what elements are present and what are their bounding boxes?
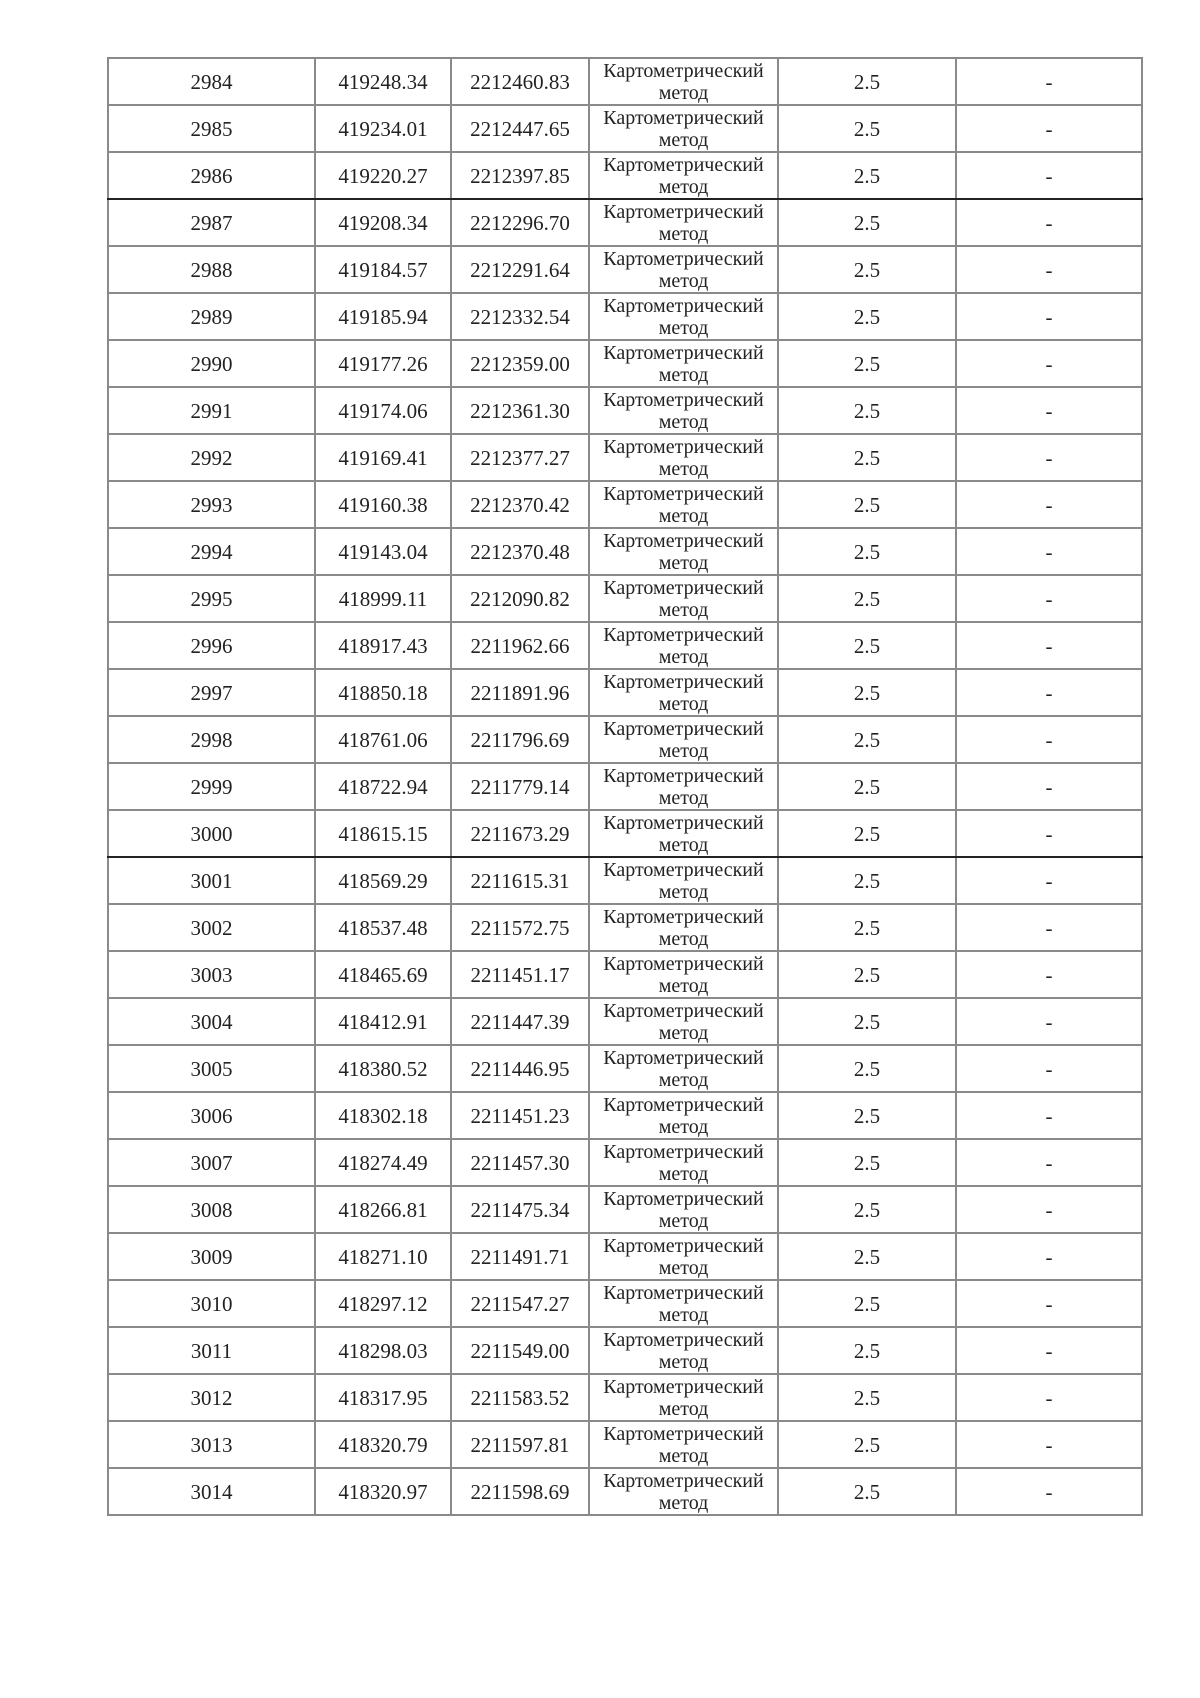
note-cell: - (956, 1327, 1142, 1374)
point-number-cell: 3013 (108, 1421, 315, 1468)
point-number-cell: 3007 (108, 1139, 315, 1186)
point-number-cell: 3002 (108, 904, 315, 951)
method-cell (589, 434, 778, 481)
method-line-1: Картометрический (603, 905, 764, 928)
method-line-2: метод (658, 175, 709, 198)
method-cell (589, 575, 778, 622)
method-line-1: Картометрический (603, 952, 764, 975)
method-line-1: Картометрический (603, 529, 764, 552)
y-coordinate-cell: 2212460.83 (451, 58, 589, 105)
note-cell: - (956, 293, 1142, 340)
accuracy-cell: 2.5 (778, 293, 956, 340)
accuracy-cell: 2.5 (778, 105, 956, 152)
method-cell (589, 998, 778, 1045)
y-coordinate-cell: 2211447.39 (451, 998, 589, 1045)
method-cell (589, 1327, 778, 1374)
x-coordinate-cell: 418302.18 (315, 1092, 451, 1139)
y-coordinate-cell: 2211779.14 (451, 763, 589, 810)
y-coordinate-cell: 2211597.81 (451, 1421, 589, 1468)
accuracy-cell: 2.5 (778, 998, 956, 1045)
method-line-1: Картометрический (603, 482, 764, 505)
point-number-cell: 2990 (108, 340, 315, 387)
x-coordinate-cell: 418569.29 (315, 857, 451, 904)
x-coordinate-cell: 419234.01 (315, 105, 451, 152)
point-number-cell: 3003 (108, 951, 315, 998)
y-coordinate-cell: 2211572.75 (451, 904, 589, 951)
point-number-cell: 2989 (108, 293, 315, 340)
accuracy-cell: 2.5 (778, 951, 956, 998)
point-number-cell: 2988 (108, 246, 315, 293)
note-cell: - (956, 1468, 1142, 1515)
point-number-cell: 2985 (108, 105, 315, 152)
method-line-1: Картометрический (603, 153, 764, 176)
accuracy-cell: 2.5 (778, 622, 956, 669)
x-coordinate-cell: 418271.10 (315, 1233, 451, 1280)
method-cell (589, 58, 778, 105)
y-coordinate-cell: 2211583.52 (451, 1374, 589, 1421)
note-cell: - (956, 1374, 1142, 1421)
method-cell (589, 763, 778, 810)
method-line-1: Картометрический (603, 59, 764, 82)
point-number-cell: 2987 (108, 199, 315, 246)
method-line-2: метод (658, 1115, 709, 1138)
method-line-1: Картометрический (603, 1281, 764, 1304)
y-coordinate-cell: 2211796.69 (451, 716, 589, 763)
method-line-2: метод (658, 1444, 709, 1467)
method-cell (589, 1092, 778, 1139)
point-number-cell: 3010 (108, 1280, 315, 1327)
x-coordinate-cell: 418615.15 (315, 810, 451, 857)
method-cell (589, 1045, 778, 1092)
method-line-2: метод (658, 1303, 709, 1326)
note-cell: - (956, 58, 1142, 105)
note-cell: - (956, 1421, 1142, 1468)
method-line-2: метод (658, 1021, 709, 1044)
table-row (108, 857, 1142, 904)
x-coordinate-cell: 418917.43 (315, 622, 451, 669)
method-line-1: Картометрический (603, 1328, 764, 1351)
table-row (108, 951, 1142, 998)
x-coordinate-cell: 418317.95 (315, 1374, 451, 1421)
method-cell (589, 1280, 778, 1327)
method-line-1: Картометрический (603, 294, 764, 317)
note-cell: - (956, 1233, 1142, 1280)
table-row (108, 199, 1142, 246)
method-line-1: Картометрический (603, 435, 764, 458)
method-line-1: Картометрический (603, 200, 764, 223)
method-line-1: Картометрический (603, 1234, 764, 1257)
x-coordinate-cell: 419160.38 (315, 481, 451, 528)
note-cell: - (956, 904, 1142, 951)
table-row (108, 1280, 1142, 1327)
note-cell: - (956, 998, 1142, 1045)
x-coordinate-cell: 419185.94 (315, 293, 451, 340)
note-cell: - (956, 199, 1142, 246)
method-line-2: метод (658, 974, 709, 997)
y-coordinate-cell: 2211491.71 (451, 1233, 589, 1280)
method-line-2: метод (658, 457, 709, 480)
method-line-1: Картометрический (603, 623, 764, 646)
y-coordinate-cell: 2212370.48 (451, 528, 589, 575)
table-row (108, 716, 1142, 763)
method-cell (589, 951, 778, 998)
note-cell: - (956, 575, 1142, 622)
y-coordinate-cell: 2212332.54 (451, 293, 589, 340)
table-row (108, 105, 1142, 152)
table-row (108, 387, 1142, 434)
table-row (108, 810, 1142, 857)
point-number-cell: 3005 (108, 1045, 315, 1092)
note-cell: - (956, 810, 1142, 857)
y-coordinate-cell: 2211451.17 (451, 951, 589, 998)
note-cell: - (956, 951, 1142, 998)
method-line-2: метод (658, 833, 709, 856)
method-line-2: метод (658, 551, 709, 574)
note-cell: - (956, 1045, 1142, 1092)
accuracy-cell: 2.5 (778, 434, 956, 481)
method-line-2: метод (658, 786, 709, 809)
table-row (108, 575, 1142, 622)
point-number-cell: 2999 (108, 763, 315, 810)
method-line-1: Картометрический (603, 1375, 764, 1398)
method-cell (589, 152, 778, 199)
accuracy-cell: 2.5 (778, 575, 956, 622)
method-line-2: метод (658, 269, 709, 292)
table-row (108, 1233, 1142, 1280)
y-coordinate-cell: 2211598.69 (451, 1468, 589, 1515)
method-cell (589, 1139, 778, 1186)
method-cell (589, 810, 778, 857)
point-number-cell: 2992 (108, 434, 315, 481)
x-coordinate-cell: 419143.04 (315, 528, 451, 575)
accuracy-cell: 2.5 (778, 152, 956, 199)
point-number-cell: 3000 (108, 810, 315, 857)
table-row (108, 1092, 1142, 1139)
method-line-2: метод (658, 363, 709, 386)
table-row (108, 340, 1142, 387)
y-coordinate-cell: 2211446.95 (451, 1045, 589, 1092)
method-line-2: метод (658, 598, 709, 621)
y-coordinate-cell: 2211547.27 (451, 1280, 589, 1327)
y-coordinate-cell: 2211891.96 (451, 669, 589, 716)
point-number-cell: 2991 (108, 387, 315, 434)
method-line-1: Картометрический (603, 1187, 764, 1210)
method-cell (589, 1233, 778, 1280)
method-line-1: Картометрический (603, 1422, 764, 1445)
y-coordinate-cell: 2211451.23 (451, 1092, 589, 1139)
y-coordinate-cell: 2212359.00 (451, 340, 589, 387)
method-line-1: Картометрический (603, 670, 764, 693)
method-cell (589, 1421, 778, 1468)
method-line-1: Картометрический (603, 1046, 764, 1069)
y-coordinate-cell: 2211475.34 (451, 1186, 589, 1233)
accuracy-cell: 2.5 (778, 481, 956, 528)
method-line-2: метод (658, 504, 709, 527)
point-number-cell: 3006 (108, 1092, 315, 1139)
x-coordinate-cell: 418274.49 (315, 1139, 451, 1186)
x-coordinate-cell: 418850.18 (315, 669, 451, 716)
point-number-cell: 2994 (108, 528, 315, 575)
x-coordinate-cell: 418412.91 (315, 998, 451, 1045)
method-line-2: метод (658, 1162, 709, 1185)
method-cell (589, 1374, 778, 1421)
y-coordinate-cell: 2211673.29 (451, 810, 589, 857)
accuracy-cell: 2.5 (778, 340, 956, 387)
y-coordinate-cell: 2211549.00 (451, 1327, 589, 1374)
method-line-2: метод (658, 81, 709, 104)
accuracy-cell: 2.5 (778, 669, 956, 716)
table-row (108, 1374, 1142, 1421)
method-cell (589, 622, 778, 669)
table-row (108, 763, 1142, 810)
method-line-1: Картометрический (603, 106, 764, 129)
x-coordinate-cell: 419208.34 (315, 199, 451, 246)
x-coordinate-cell: 419177.26 (315, 340, 451, 387)
method-cell (589, 293, 778, 340)
method-line-1: Картометрический (603, 341, 764, 364)
x-coordinate-cell: 419248.34 (315, 58, 451, 105)
method-cell (589, 387, 778, 434)
method-cell (589, 1468, 778, 1515)
note-cell: - (956, 1186, 1142, 1233)
method-cell (589, 105, 778, 152)
method-line-1: Картометрический (603, 1093, 764, 1116)
table-row (108, 998, 1142, 1045)
x-coordinate-cell: 419220.27 (315, 152, 451, 199)
x-coordinate-cell: 418297.12 (315, 1280, 451, 1327)
note-cell: - (956, 669, 1142, 716)
x-coordinate-cell: 418320.79 (315, 1421, 451, 1468)
method-line-1: Картометрический (603, 717, 764, 740)
method-line-2: метод (658, 222, 709, 245)
accuracy-cell: 2.5 (778, 1468, 956, 1515)
method-line-1: Картометрический (603, 247, 764, 270)
point-number-cell: 2995 (108, 575, 315, 622)
method-line-2: метод (658, 739, 709, 762)
y-coordinate-cell: 2212361.30 (451, 387, 589, 434)
method-line-2: метод (658, 316, 709, 339)
method-line-1: Картометрический (603, 764, 764, 787)
note-cell: - (956, 622, 1142, 669)
point-number-cell: 2998 (108, 716, 315, 763)
method-line-2: метод (658, 1491, 709, 1514)
table-row (108, 1327, 1142, 1374)
method-line-2: метод (658, 880, 709, 903)
accuracy-cell: 2.5 (778, 528, 956, 575)
table-row (108, 528, 1142, 575)
accuracy-cell: 2.5 (778, 199, 956, 246)
point-number-cell: 3009 (108, 1233, 315, 1280)
method-cell (589, 246, 778, 293)
method-cell (589, 1186, 778, 1233)
y-coordinate-cell: 2212397.85 (451, 152, 589, 199)
note-cell: - (956, 1280, 1142, 1327)
method-line-2: метод (658, 645, 709, 668)
note-cell: - (956, 1092, 1142, 1139)
coordinates-table (107, 57, 1143, 1516)
point-number-cell: 2996 (108, 622, 315, 669)
note-cell: - (956, 152, 1142, 199)
note-cell: - (956, 434, 1142, 481)
point-number-cell: 3012 (108, 1374, 315, 1421)
accuracy-cell: 2.5 (778, 387, 956, 434)
y-coordinate-cell: 2211962.66 (451, 622, 589, 669)
method-line-1: Картометрический (603, 1469, 764, 1492)
method-cell (589, 904, 778, 951)
method-cell (589, 481, 778, 528)
accuracy-cell: 2.5 (778, 810, 956, 857)
accuracy-cell: 2.5 (778, 1092, 956, 1139)
point-number-cell: 3001 (108, 857, 315, 904)
method-line-2: метод (658, 1397, 709, 1420)
x-coordinate-cell: 418298.03 (315, 1327, 451, 1374)
y-coordinate-cell: 2212447.65 (451, 105, 589, 152)
x-coordinate-cell: 418761.06 (315, 716, 451, 763)
table-row (108, 1421, 1142, 1468)
accuracy-cell: 2.5 (778, 904, 956, 951)
method-line-1: Картометрический (603, 576, 764, 599)
point-number-cell: 3008 (108, 1186, 315, 1233)
note-cell: - (956, 340, 1142, 387)
table-row (108, 1468, 1142, 1515)
x-coordinate-cell: 418320.97 (315, 1468, 451, 1515)
method-line-1: Картометрический (603, 811, 764, 834)
method-cell (589, 716, 778, 763)
point-number-cell: 2997 (108, 669, 315, 716)
accuracy-cell: 2.5 (778, 1280, 956, 1327)
method-line-2: метод (658, 692, 709, 715)
note-cell: - (956, 387, 1142, 434)
table-row (108, 293, 1142, 340)
method-line-2: метод (658, 410, 709, 433)
y-coordinate-cell: 2212370.42 (451, 481, 589, 528)
method-line-1: Картометрический (603, 388, 764, 411)
x-coordinate-cell: 419169.41 (315, 434, 451, 481)
accuracy-cell: 2.5 (778, 1233, 956, 1280)
y-coordinate-cell: 2211615.31 (451, 857, 589, 904)
method-cell (589, 857, 778, 904)
point-number-cell: 2986 (108, 152, 315, 199)
coordinates-table-body (108, 58, 1142, 1515)
point-number-cell: 2993 (108, 481, 315, 528)
table-row (108, 904, 1142, 951)
accuracy-cell: 2.5 (778, 1421, 956, 1468)
table-row (108, 58, 1142, 105)
table-row (108, 152, 1142, 199)
method-cell (589, 199, 778, 246)
note-cell: - (956, 481, 1142, 528)
x-coordinate-cell: 418465.69 (315, 951, 451, 998)
accuracy-cell: 2.5 (778, 246, 956, 293)
note-cell: - (956, 105, 1142, 152)
table-row (108, 481, 1142, 528)
method-line-2: метод (658, 927, 709, 950)
table-row (108, 434, 1142, 481)
method-line-2: метод (658, 128, 709, 151)
method-line-1: Картометрический (603, 999, 764, 1022)
note-cell: - (956, 528, 1142, 575)
point-number-cell: 3014 (108, 1468, 315, 1515)
note-cell: - (956, 857, 1142, 904)
x-coordinate-cell: 418537.48 (315, 904, 451, 951)
table-row (108, 1045, 1142, 1092)
point-number-cell: 3011 (108, 1327, 315, 1374)
y-coordinate-cell: 2212291.64 (451, 246, 589, 293)
method-line-1: Картометрический (603, 858, 764, 881)
y-coordinate-cell: 2211457.30 (451, 1139, 589, 1186)
x-coordinate-cell: 419174.06 (315, 387, 451, 434)
table-row (108, 246, 1142, 293)
method-cell (589, 669, 778, 716)
accuracy-cell: 2.5 (778, 1045, 956, 1092)
method-line-1: Картометрический (603, 1140, 764, 1163)
accuracy-cell: 2.5 (778, 1186, 956, 1233)
x-coordinate-cell: 418999.11 (315, 575, 451, 622)
accuracy-cell: 2.5 (778, 58, 956, 105)
note-cell: - (956, 763, 1142, 810)
method-line-2: метод (658, 1350, 709, 1373)
method-cell (589, 528, 778, 575)
y-coordinate-cell: 2212090.82 (451, 575, 589, 622)
note-cell: - (956, 246, 1142, 293)
accuracy-cell: 2.5 (778, 1327, 956, 1374)
table-row (108, 622, 1142, 669)
table-row (108, 1186, 1142, 1233)
point-number-cell: 3004 (108, 998, 315, 1045)
table-row (108, 1139, 1142, 1186)
table-row (108, 669, 1142, 716)
point-number-cell: 2984 (108, 58, 315, 105)
y-coordinate-cell: 2212377.27 (451, 434, 589, 481)
x-coordinate-cell: 418722.94 (315, 763, 451, 810)
accuracy-cell: 2.5 (778, 763, 956, 810)
x-coordinate-cell: 419184.57 (315, 246, 451, 293)
x-coordinate-cell: 418266.81 (315, 1186, 451, 1233)
accuracy-cell: 2.5 (778, 1374, 956, 1421)
accuracy-cell: 2.5 (778, 1139, 956, 1186)
method-line-2: метод (658, 1068, 709, 1091)
note-cell: - (956, 1139, 1142, 1186)
method-cell (589, 340, 778, 387)
note-cell: - (956, 716, 1142, 763)
accuracy-cell: 2.5 (778, 716, 956, 763)
accuracy-cell: 2.5 (778, 857, 956, 904)
method-line-2: метод (658, 1256, 709, 1279)
method-line-2: метод (658, 1209, 709, 1232)
x-coordinate-cell: 418380.52 (315, 1045, 451, 1092)
y-coordinate-cell: 2212296.70 (451, 199, 589, 246)
